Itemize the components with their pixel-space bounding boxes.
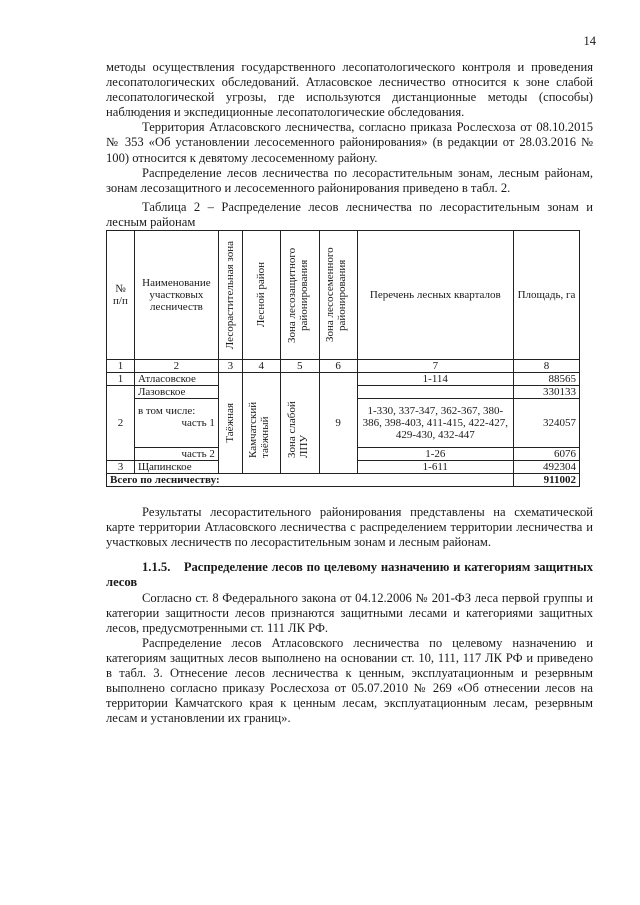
col-number: 3 [218, 360, 242, 373]
paragraph: Распределение лесов лесничества по лесорастительным зонам, лесным районам, зонам лесозащитного и лесосеменного районирования приведено в табл. 2. [106, 165, 593, 195]
col-number: 7 [357, 360, 513, 373]
col-number: 4 [242, 360, 280, 373]
total-label: Всего по лесничеству: [107, 474, 514, 487]
paragraph: методы осуществления государственного лесопатологического контроля и проведения лесопатологических обследований. Атласовское лесничество относится к зоне слабой лесопатологической угрозы, где используются дистанционные методы (способы) наблюдения и экспедиционные лесопатологические обследования. [106, 60, 593, 120]
col-number: 1 [107, 360, 135, 373]
header-region: Лесной район [255, 262, 268, 328]
header-seed: Зона лесосеменного районирования [324, 247, 349, 343]
col-number: 5 [280, 360, 319, 373]
row-num: 2 [107, 386, 135, 461]
row-quarters: 1-114 [357, 373, 513, 386]
col-number: 6 [319, 360, 357, 373]
section-title: Распределение лесов по целевому назначению и категориям защитных лесов [106, 560, 593, 590]
forest-distribution-table [106, 230, 580, 487]
col-number: 2 [134, 360, 218, 373]
table-total-row [107, 474, 580, 487]
paragraph: Результаты лесорастительного районирования представлены на схематической карте территории Атласовского лесничества с распределением территории лесничества и участковых лесничеств по лесорастительным зонам и лесным районам. [106, 505, 593, 550]
cell-seed: 9 [319, 373, 357, 474]
row-quarters: 1-611 [357, 461, 513, 474]
row-num: 1 [107, 373, 135, 386]
row-num: 3 [107, 461, 135, 474]
header-protect: Зона лесозащитного районирования [285, 247, 310, 343]
row-area: 6076 [514, 448, 580, 461]
document-body [106, 60, 593, 726]
header-area: Площадь, га [514, 231, 580, 360]
header-num: № п/п [107, 231, 135, 360]
row-area: 88565 [514, 373, 580, 386]
paragraph: Согласно ст. 8 Федерального закона от 04.12.2006 № 201-ФЗ леса первой группы и категории защитности лесов признаются защитными лесами и категориями защитных лесов, предусмотренными ст. 111 ЛК РФ. [106, 590, 593, 635]
col-number: 8 [514, 360, 580, 373]
row-name: Лазовское [134, 386, 218, 399]
row-name-part: часть 1 [181, 417, 215, 430]
table-row [107, 373, 580, 386]
row-area: 330133 [514, 386, 580, 399]
section-heading [106, 560, 593, 590]
row-name-sub: в том числе: [137, 405, 196, 418]
row-name: Атласовское [134, 373, 218, 386]
row-quarters: 1-330, 337-347, 362-367, 380-386, 398-403, 411-415, 422-427, 429-430, 432-447 [357, 399, 513, 448]
row-name: часть 2 [134, 448, 218, 461]
cell-zone: Таёжная [224, 403, 237, 443]
row-name: Щапинское [134, 461, 218, 474]
total-area: 911002 [514, 474, 580, 487]
column-number-row [107, 360, 580, 373]
table-caption: Таблица 2 – Распределение лесов лесничества по лесорастительным зонам и лесным районам [106, 199, 593, 229]
section-number: 1.1.5. [142, 560, 171, 575]
row-quarters: 1-26 [357, 448, 513, 461]
cell-region: Камчатский таёжный [247, 401, 272, 459]
page-number: 14 [583, 34, 596, 48]
cell-protect: Зона слабой ЛПУ [285, 401, 310, 459]
paragraph: Территория Атласовского лесничества, согласно приказа Рослесхоза от 08.10.2015 № 353 «Об установлении лесосеменного районирования» (в редакции от 28.03.2016 № 100) относится к девятому лесосеменному району. [106, 120, 593, 165]
row-name [134, 399, 218, 448]
header-quarters: Перечень лесных кварталов [357, 231, 513, 360]
row-area: 492304 [514, 461, 580, 474]
header-zone: Лесорастительная зона [224, 240, 237, 350]
header-name: Наименование участковых лесничеств [134, 231, 218, 360]
row-area: 324057 [514, 399, 580, 448]
paragraph: Распределение лесов Атласовского лесничества по целевому назначению и категориям защитных лесов выполнено на основании ст. 10, 111, 117 ЛК РФ и приведено в табл. 3. Отнесение лесов лесничества к ценным, эксплуатационным и резервным выполнено согласно приказу Рослесхоза от 05.07.2010 № 269 «Об отнесении лесов на территории Камчатского края к ценным лесам, эксплуатационным лесам, резервным лесам и установлении их границ». [106, 635, 593, 726]
table-header-row [107, 231, 580, 360]
